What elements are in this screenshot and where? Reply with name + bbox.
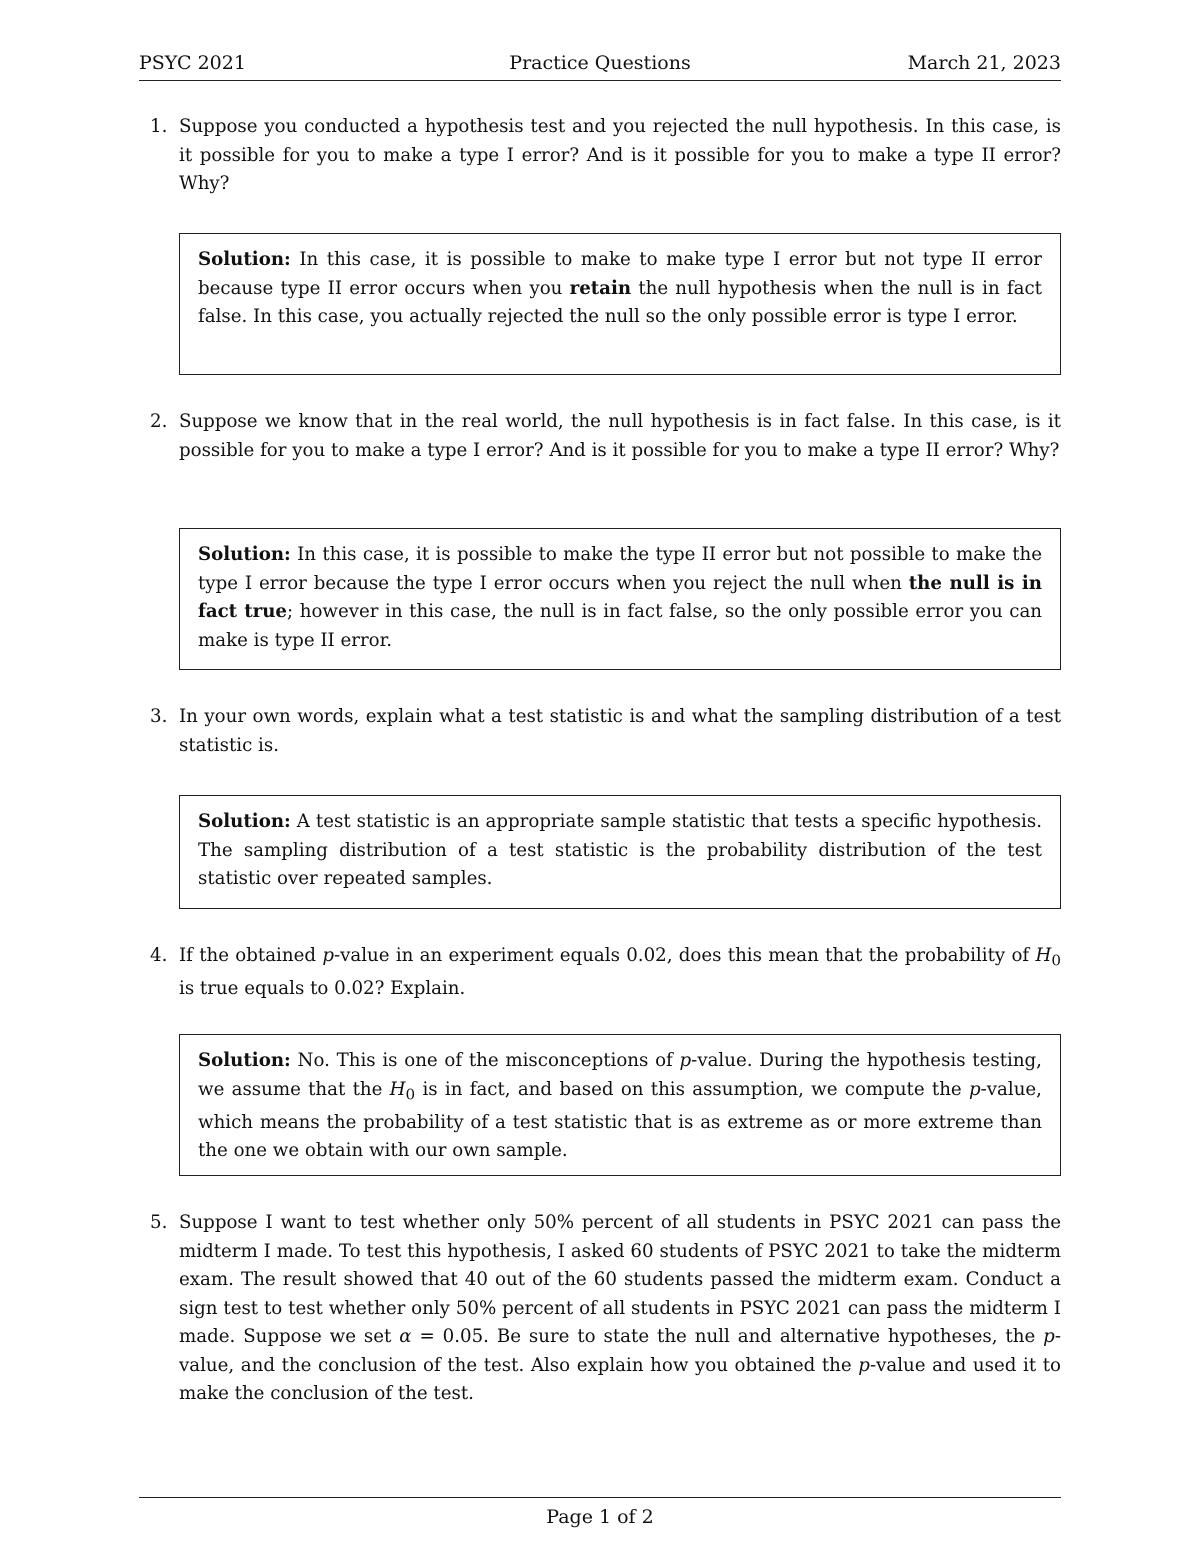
math-p: p [858,1354,870,1376]
text-fragment: -value, and the conclusion of the test. Also explain how you obtained the [179,1326,1061,1376]
document-date: March 21, 2023 [907,52,1061,74]
solution-label: Solution: [198,544,291,565]
math-p: p [968,1078,981,1100]
solution-text: A test statistic is an appropriate sample statistic that tests a specific hypothesis. The sampling distribution of a test statistic is the probability distribution of the test statistic over repeated samples. [198,811,1042,889]
text-fragment: Suppose I want to test whether only 50% percent of all students in PSYC 2021 can pass the midterm I made. To test this hypothesis, I asked 60 students of PSYC 2021 to take the midterm exam. The result showed that 40 out of the 60 students passed the midterm exam. Conduct a sign test to test whether only 50% percent of all students in PSYC 2021 can pass the midterm I made. Suppose we set [179,1212,1061,1347]
question-number: 4. [150,945,168,966]
question-number: 5. [150,1212,168,1233]
math-p: p [1043,1326,1055,1347]
page-number: Page 1 of 2 [546,1506,654,1528]
solution-text: In this case, it is possible to make the type II error but not possible to make the type I error because the type I error occurs when you reject the null when [198,544,1042,594]
math-p: p [679,1050,692,1071]
question-number: 2. [150,411,168,432]
question-text: In your own words, explain what a test statistic is and what the sampling distribution of a test statistic is. [179,706,1061,756]
question-1 [150,113,1061,199]
solution-label: Solution: [198,249,291,270]
text-fragment: If the obtained [179,945,316,966]
text-fragment: -value in an experiment equals 0.02, does this mean that the probability of [333,945,1030,966]
math-h0: H [1035,945,1052,966]
solution-box-2 [179,528,1061,670]
text-fragment: -value and used it to make the conclusion of the test. [179,1354,1061,1404]
question-2 [150,408,1061,465]
solution-emphasis: the null is in fact true [198,572,1042,622]
solution-box-1 [179,233,1061,375]
solution-label: Solution: [198,811,291,832]
solution-text: ; however in this case, the null is in fact false, so the only possible error you can make is type II error. [198,601,1042,651]
question-number: 3. [150,706,168,727]
text-fragment: = 0.05. Be sure to state the null and alternative hypotheses, the [419,1326,1036,1347]
text-fragment: is true equals to 0.02? Explain. [179,978,466,1000]
page-header [139,50,1061,81]
question-text [179,942,1061,1004]
question-text: Suppose we know that in the real world, the null hypothesis is in fact false. In this case, is it possible for you to make a type I error? And is it possible for you to make a type II error? Why? [179,411,1061,461]
solution-text: In this case, it is possible to make to make type I error but not type II error because type II error occurs when you [198,249,1042,299]
page-footer [139,1497,1061,1528]
math-h0: H [389,1078,406,1100]
question-number: 1. [150,116,168,137]
solution-text: -value. During the hypothesis testing, we assume that the [198,1050,1042,1100]
math-p: p [322,945,334,966]
question-5 [150,1209,1061,1409]
question-3 [150,703,1061,760]
math-alpha: α [399,1326,412,1347]
math-subscript: 0 [1051,951,1061,970]
solution-text: the null hypothesis when the null is in fact false. In this case, you actually rejected the null so the only possible error is type I error. [198,277,1042,327]
question-4 [150,942,1061,1004]
solution-text: is in fact, and based on this assumption, we compute the [422,1078,962,1100]
question-text [179,1209,1061,1409]
question-text: Suppose you conducted a hypothesis test and you rejected the null hypothesis. In this case, is it possible for you to make a type I error? And is it possible for you to make a type II error? Why? [179,116,1061,194]
solution-box-4 [179,1034,1061,1176]
solution-text: -value, which means the probability of a test statistic that is as extreme as or more extreme than the one we obtain with our own sample. [198,1078,1042,1162]
document-title: Practice Questions [509,52,691,74]
solution-label: Solution: [198,1050,291,1071]
solution-box-3 [179,795,1061,909]
course-code: PSYC 2021 [139,52,246,74]
math-subscript: 0 [405,1085,416,1104]
solution-emphasis: retain [569,277,632,299]
solution-text: No. This is one of the misconceptions of [297,1050,673,1071]
